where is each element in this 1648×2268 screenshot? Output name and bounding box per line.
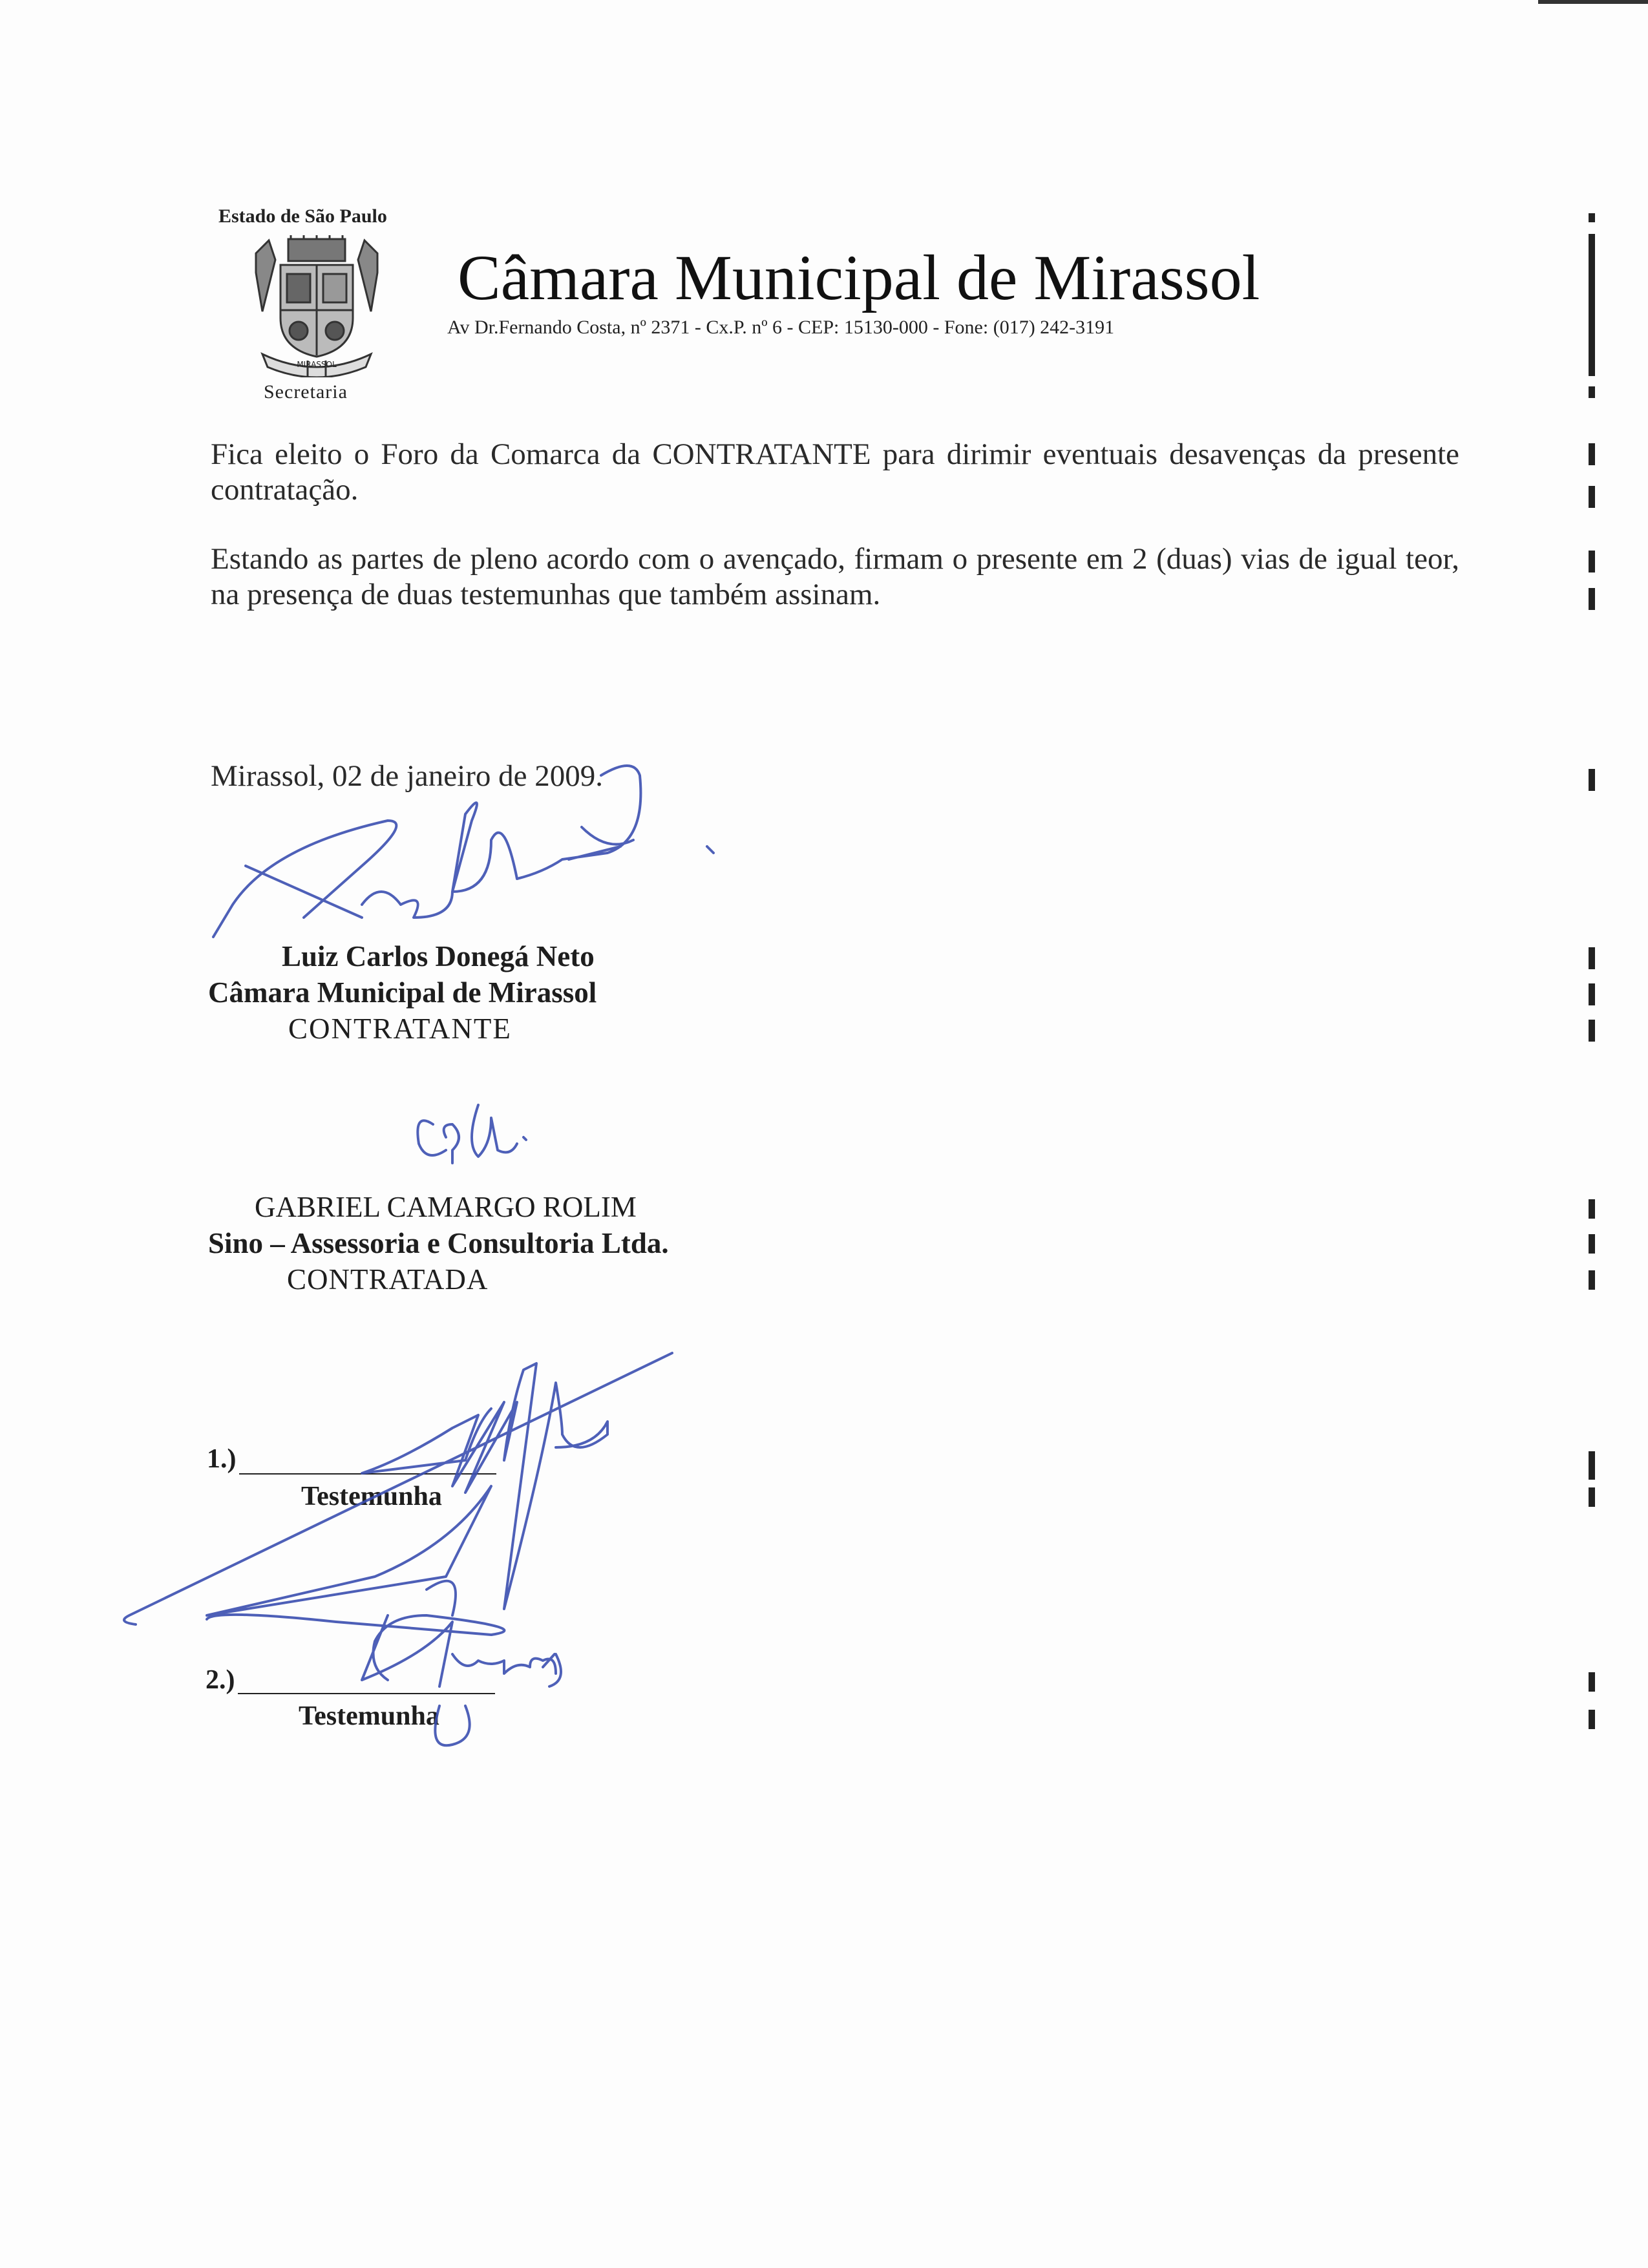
contratante-organization: Câmara Municipal de Mirassol	[208, 976, 597, 1009]
margin-mark	[1589, 588, 1595, 610]
margin-mark	[1589, 213, 1595, 222]
margin-mark	[1589, 1451, 1595, 1480]
letterhead-address: Av Dr.Fernando Costa, nº 2371 - Cx.P. nº 6 - CEP: 15130-000 - Fone: (017) 242-3191	[447, 317, 1115, 338]
contratada-name: GABRIEL CAMARGO ROLIM	[255, 1191, 637, 1223]
state-label: Estado de São Paulo	[218, 205, 387, 227]
margin-mark	[1589, 443, 1595, 465]
svg-text:MIRASSOL: MIRASSOL	[297, 360, 337, 369]
paragraph-agreement: Estando as partes de pleno acordo com o avençado, firmam o presente em 2 (duas) vias de igual teor, na presença de duas testemunhas que também assinam.	[211, 542, 1459, 611]
margin-mark	[1589, 769, 1595, 791]
contratada-initials	[417, 1105, 526, 1163]
margin-mark	[1589, 1672, 1595, 1692]
paragraph-jurisdiction: Fica eleito o Foro da Comarca da CONTRATANTE para dirimir eventuais desavenças da presente contratação.	[211, 437, 1459, 507]
page-title: Câmara Municipal de Mirassol	[458, 242, 1260, 313]
department-label: Secretaria	[264, 381, 348, 403]
margin-mark	[1589, 1487, 1595, 1507]
witness-2-caption: Testemunha	[299, 1701, 439, 1731]
contratante-signature-tick	[707, 846, 713, 853]
margin-mark	[1589, 234, 1595, 376]
margin-mark	[1589, 386, 1595, 398]
margin-mark	[1589, 947, 1595, 969]
witness-1-number: 1.)	[207, 1444, 237, 1474]
scan-top-edge	[1538, 0, 1648, 4]
witness-2-number: 2.)	[206, 1665, 235, 1695]
margin-mark	[1589, 1020, 1595, 1042]
contratada-role: CONTRATADA	[287, 1263, 489, 1296]
margin-mark	[1589, 1710, 1595, 1729]
margin-mark	[1589, 983, 1595, 1005]
margin-mark	[1589, 1270, 1595, 1290]
contratante-role: CONTRATANTE	[288, 1013, 512, 1045]
contratante-name: Luiz Carlos Donegá Neto	[282, 940, 595, 972]
witness-1-signature-line	[239, 1473, 496, 1475]
margin-mark	[1589, 486, 1595, 508]
witness-2-signature-line	[238, 1693, 495, 1694]
margin-mark	[1589, 1234, 1595, 1254]
margin-mark	[1589, 551, 1595, 572]
witness-1-caption: Testemunha	[301, 1482, 442, 1511]
margin-mark	[1589, 1199, 1595, 1219]
place-date: Mirassol, 02 de janeiro de 2009.	[211, 759, 603, 793]
contratada-organization: Sino – Assessoria e Consultoria Ltda.	[208, 1227, 669, 1259]
municipal-seal-icon	[249, 234, 384, 377]
